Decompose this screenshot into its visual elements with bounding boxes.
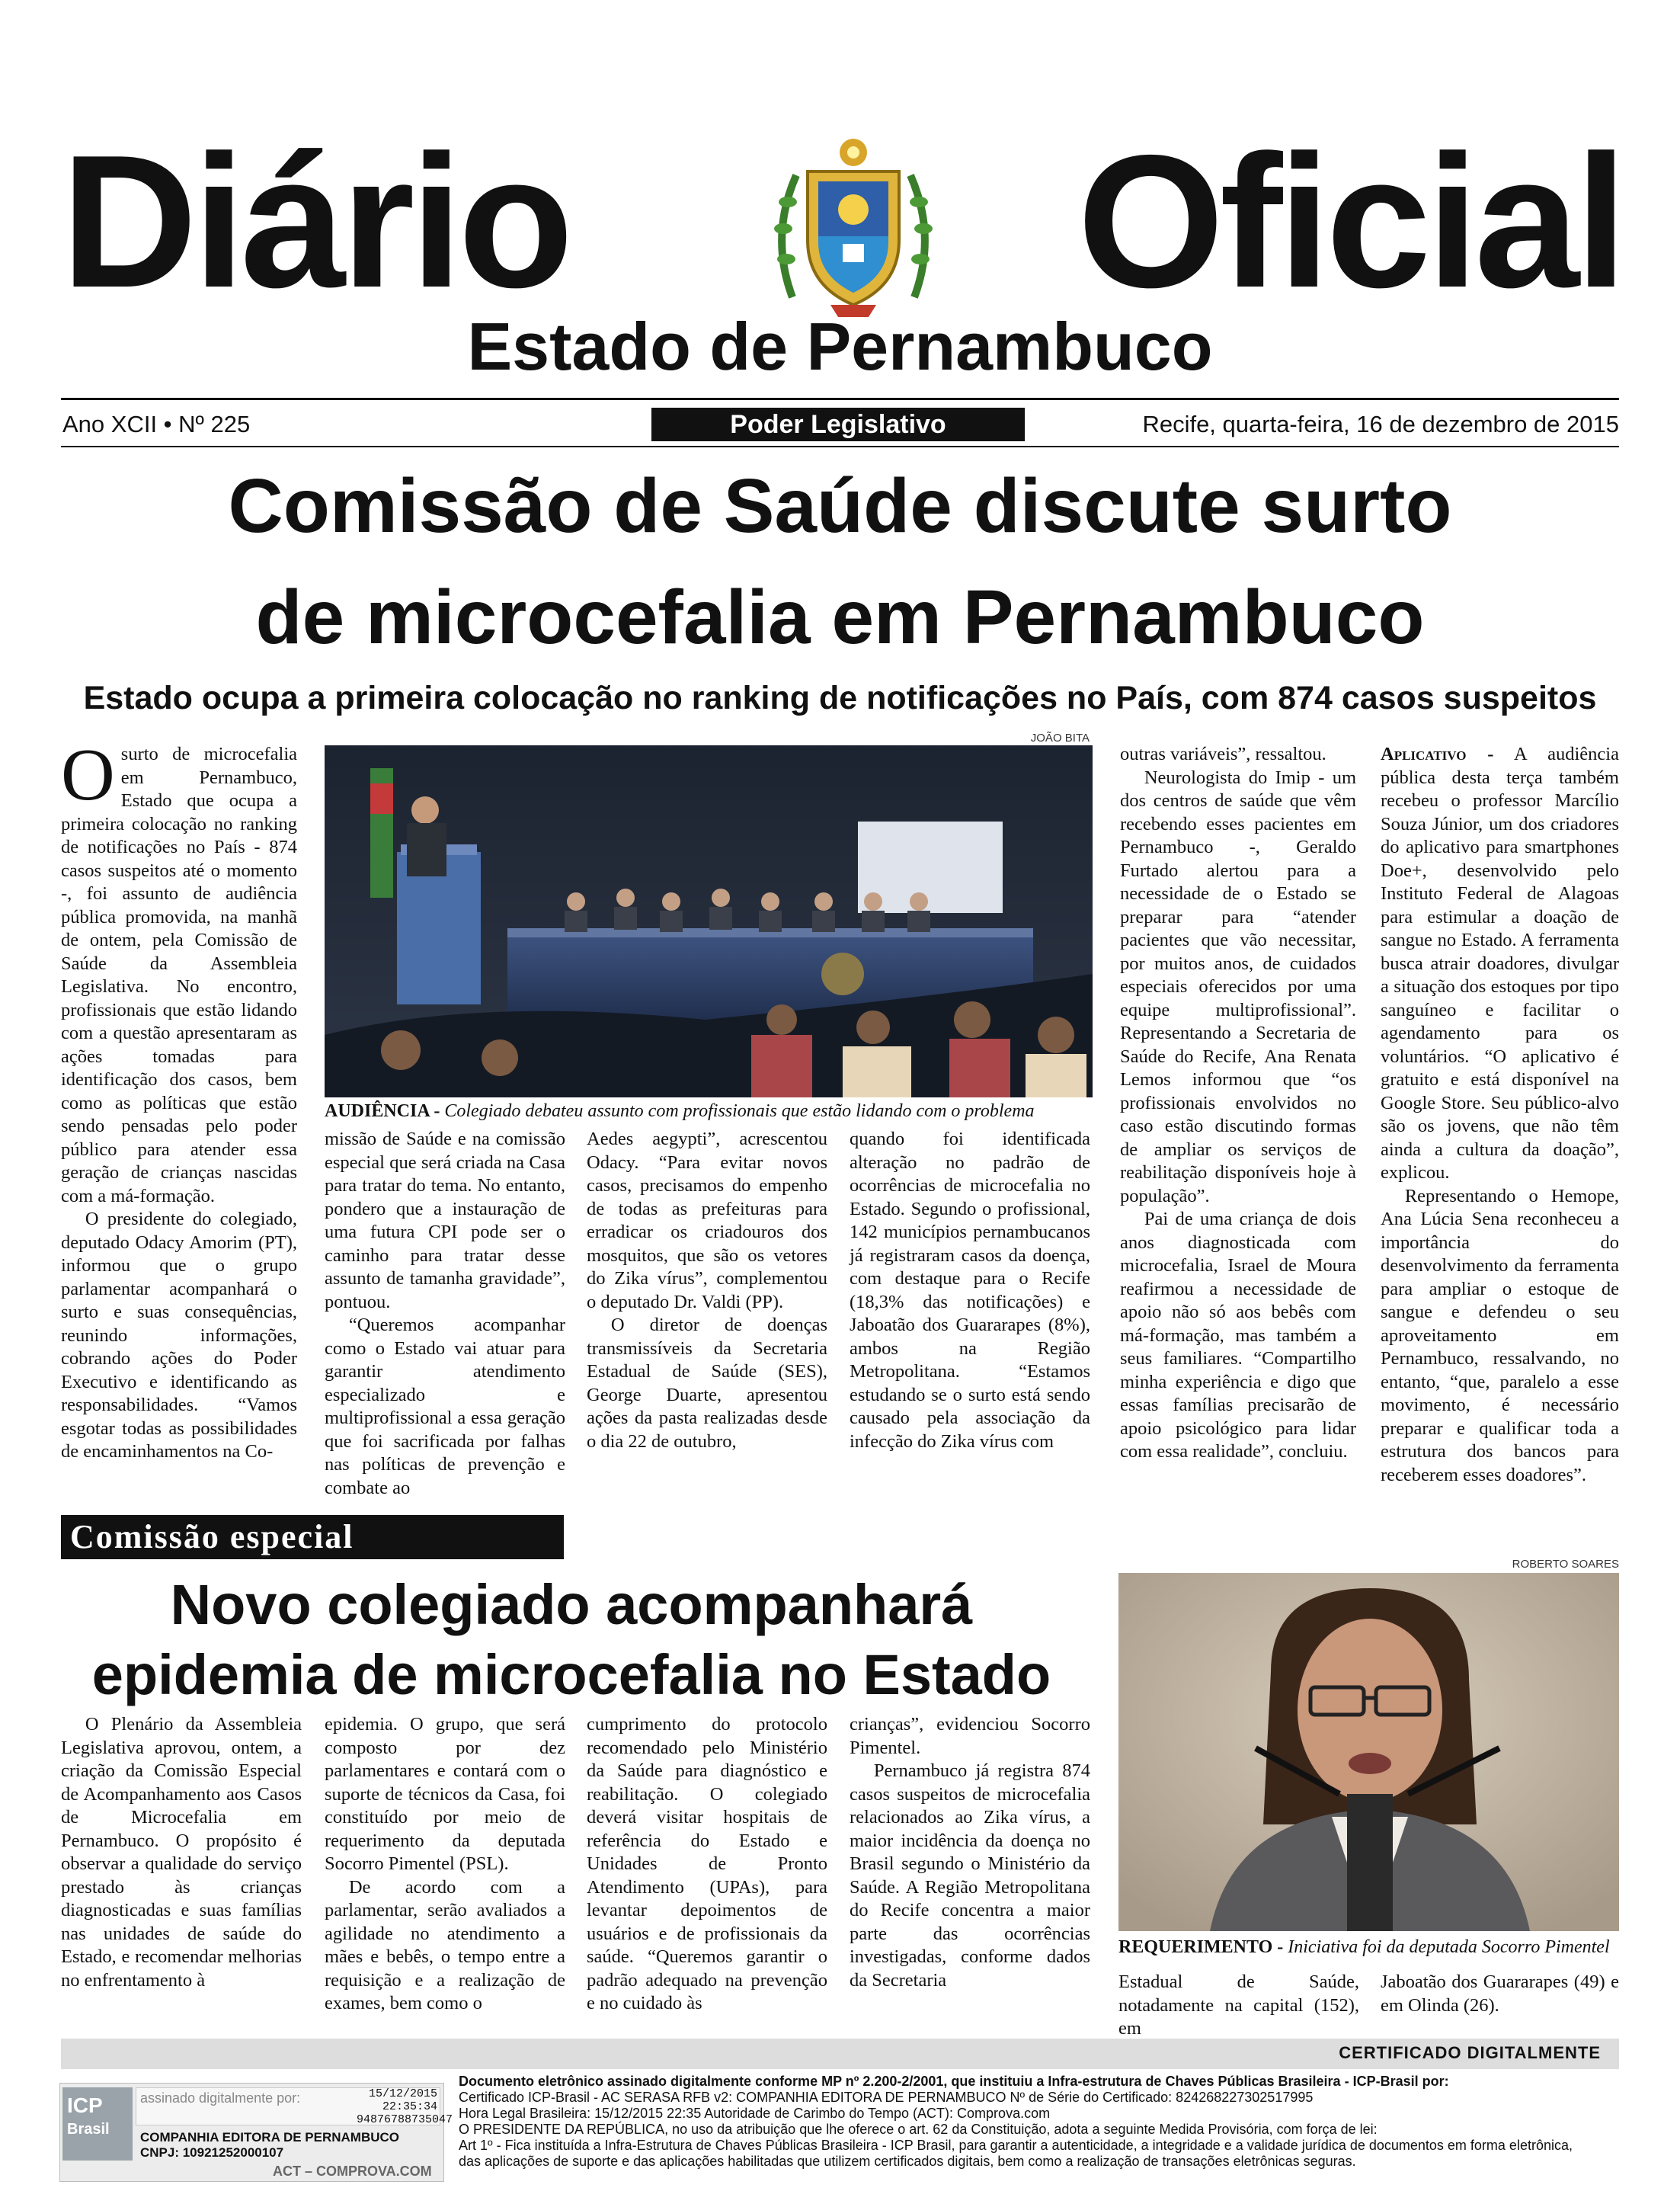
- masthead-subtitle: Estado de Pernambuco: [467, 309, 1213, 384]
- lead-photo-credit: JOÃO BITA: [1030, 732, 1090, 745]
- second-headline-line2: epidemia de microcefalia no Estado: [91, 1643, 1051, 1706]
- legal-notice: [459, 2074, 1621, 2170]
- lead-dropcap: O: [61, 734, 115, 816]
- certified-band: [61, 2039, 1619, 2069]
- lead-col5-para3: Pai de uma criança de dois anos diagnosticada com microcefalia, Israel de Moura reafirmou a necessidade de apoio não só aos bebês com má-formação, mas também a seus familiares. “Compartilho minha experiência e digo que essas famílias precisarão de apoio psicológico para lidar com essa realidade”, concluiu.: [1120, 1209, 1356, 1462]
- masthead: [61, 114, 1623, 328]
- second-kicker: Comissão especial: [61, 1515, 564, 1559]
- lead-column-4: [850, 1128, 1090, 1494]
- lead-headline-line2: de microcefalia em Pernambuco: [255, 575, 1425, 660]
- lead-col6-para2: Representando o Hemope, Ana Lúcia Sena reconheceu a importância do desenvolvimento da ferramenta para ampliar o estoque de sangue e defendeu o seu aproveitamento em Pernambuco, ressalvando, no entanto, “que, paralelo a esse movimento, é necessário preparar e qualificar toda a estrutura dos bancos para receberem esses doadores”.: [1381, 1185, 1619, 1485]
- legal-line-5: Art 1º - Fica instituída a Infra-Estrutura de Chaves Públicas Brasileira - ICP Brasil, para garantir a autenticidade, a integridade e a validade jurídica de documentos em forma eletrônica,: [459, 2138, 1573, 2153]
- second-column-2: [325, 1713, 565, 2026]
- second-col3-para: cumprimento do protocolo recomendado pelo Ministério da Saúde para diagnóstico e reabilitação. O colegiado deverá visitar hospitais de referência do Estado e Unidades de Pronto Atendimento (UPAs), para levantar depoimentos de usuários e de profissionais da saúde. “Queremos garantir o padrão adequado na prevenção e no cuidado às: [587, 1714, 827, 2013]
- stamp-cnpj: CNPJ: 10921252000107: [140, 2145, 284, 2160]
- second-photo-credit: ROBERTO SOARES: [1512, 1558, 1619, 1571]
- edition-number: Ano XCII • Nº 225: [62, 411, 251, 437]
- lead-deck: Estado ocupa a primeira colocação no ranking de notificações no País, com 874 casos suspeitos: [83, 680, 1597, 716]
- second-column-1: [61, 1713, 302, 2026]
- second-col1-para: O Plenário da Assembleia Legislativa aprovou, ontem, a criação da Comissão Especial de Acompanhamento aos Casos de Microcefalia em Pernambuco. O propósito é observar a qualidade do serviço prestado às crianças diagnosticadas e suas famílias nas unidades de saúde do Estado, e recomendar melhorias no enfrentamento à: [61, 1714, 302, 1991]
- lead-column-2: [325, 1128, 565, 1498]
- stamp-code: 94876788735047: [357, 2113, 453, 2126]
- lead-col6-label: Aplicativo -: [1381, 744, 1494, 764]
- second-column-3: [587, 1713, 827, 2026]
- lead-col3-para2: O diretor de doenças transmissíveis da Secretaria Estadual de Saúde (SES), George Duarte, apresentou ações da pasta realizadas desde o dia 22 de outubro,: [587, 1315, 827, 1452]
- icp-brasil-logo: ICP Brasil: [62, 2087, 133, 2161]
- lead-col4-para1: quando foi identificada alteração no padrão de ocorrências de microcefalia no Estado. Segundo o profissional, 142 municípios pernambucanos já registraram casos da doença, com destaque para o Recife (18,3% das notificações) e Jaboatão dos Guararapes (8%), ambos na Região Metropolitana. “Estamos estudando se o surto está sendo causado pela associação da infecção do Zika vírus com: [850, 1129, 1090, 1452]
- publication-date: Recife, quarta-feira, 16 de dezembro de 2015: [1142, 411, 1619, 437]
- stamp-act: ACT – COMPROVA.COM: [273, 2164, 432, 2179]
- second-column-4: [850, 1713, 1090, 2026]
- lead-col1-para1: surto de microcefalia em Pernambuco, Estado que ocupa a primeira colocação no ranking de notificações no País - 874 casos suspeitos até o momento -, foi assunto de audiência pública promovida, na manhã de ontem, pela Comissão de Saúde da Assembleia Legislativa. No encontro, profissionais que estão lidando com a questão apresentaram as ações tomadas para identificação dos casos, bem como as políticas que estão sendo pensadas pelo poder público para atender essa geração de crianças nascidas com a má-formação.: [61, 744, 297, 1206]
- lead-column-1: [61, 734, 297, 1490]
- second-col6-para: Jaboatão dos Guararapes (49) e em Olinda (26).: [1381, 1972, 1619, 2016]
- lead-caption-text: Colegiado debateu assunto com profissionais que estão lidando com o problema: [440, 1101, 1035, 1121]
- top-rule: [61, 398, 1619, 400]
- lead-col5-para1: outras variáveis”, ressaltou.: [1120, 744, 1326, 764]
- legal-line-4: O PRESIDENTE DA REPÚBLICA, no uso da atribuição que lhe oferece o art. 62 da Constituição, adota a seguinte Medida Provisória, com força de lei:: [459, 2122, 1378, 2137]
- second-col2-para2: De acordo com a parlamentar, serão avaliados a agilidade no atendimento a mães e bebês, o tempo entre a requisição e a realização de exames, bem como o: [325, 1876, 565, 2013]
- lead-col6-para1: A audiência pública desta terça também recebeu o professor Marcílio Souza Júnior, um dos criadores do aplicativo para smartphones Doe+, desenvolvido pelo Instituto Federal de Alagoas para estimular a doação de sangue no Estado. A ferramenta busca atrair doadores, divulgar a situação dos estoques por tipo sanguíneo e facilitar o agendamento para os voluntários. “O aplicativo é gratuito e está disponível na Google Store. Seu público-alvo são os jovens, que não têm ainda a cultura da doação”, explicou.: [1381, 744, 1619, 1183]
- legal-line-6: das aplicações de suporte e das aplicações habilitadas que utilizem certificados digitais, bem como a realização de transações eletrônicas seguras.: [459, 2154, 1356, 2169]
- second-headline-line1: Novo colegiado acompanhará: [170, 1573, 973, 1636]
- lead-column-5: [1120, 743, 1356, 1498]
- stamp-time: 22:35:34: [382, 2100, 437, 2113]
- lead-col1-para2: O presidente do colegiado, deputado Odacy Amorim (PT), informou que o grupo parlamentar acompanhará o surto e suas consequências, reunindo informações, cobrando ações do Poder Executivo e identificando as responsabilidades. “Vamos esgotar todas as possibilidades de encaminhamentos na Co-: [61, 1209, 297, 1462]
- second-column-6: [1381, 1971, 1619, 2024]
- masthead-word-oficial: Oficial: [1077, 115, 1623, 327]
- meta-rule: [61, 446, 1619, 447]
- lead-column-3: [587, 1128, 827, 1494]
- second-caption-text: Iniciativa foi da deputada Socorro Pimentel: [1283, 1937, 1610, 1957]
- lead-col3-para1: Aedes aegypti”, acrescentou Odacy. “Para evitar novos casos, precisamos do empenho de todas as prefeituras para erradicar os criadouros dos mosquitos, que são os vetores do Zika vírus”, complementou o deputado Dr. Valdi (PP).: [587, 1129, 827, 1312]
- second-photo-deputy: [1118, 1573, 1619, 1931]
- stamp-date: 15/12/2015: [368, 2087, 437, 2100]
- second-photo-caption: [1118, 1936, 1621, 1959]
- second-column-5: [1118, 1971, 1359, 2039]
- second-col4-para2: Pernambuco já registra 874 casos suspeitos de microcefalia relacionados ao Zika vírus, a maior incidência da doença no Brasil segundo o Ministério da Saúde. A Região Metropolitana do Recife concentra a maior parte das ocorrências investigadas, conforme dados da Secretaria: [850, 1760, 1090, 1991]
- lead-caption-label: AUDIÊNCIA -: [325, 1101, 440, 1121]
- certified-label: CERTIFICADO DIGITALMENTE: [1339, 2043, 1601, 2062]
- lead-column-6: [1381, 743, 1619, 1498]
- legal-line-2: Certificado ICP-Brasil - AC SERASA RFB v2: COMPANHIA EDITORA DE PERNAMBUCO Nº de Série do Certificado: 824268227302517995: [459, 2090, 1314, 2105]
- pernambuco-coat-of-arms-icon: [770, 130, 937, 320]
- stamp-label: assinado digitalmente por:: [140, 2090, 301, 2106]
- section-label: Poder Legislativo: [651, 408, 1025, 441]
- lead-photo-hearing: [325, 745, 1093, 1097]
- lead-col2-para1: missão de Saúde e na comissão especial que será criada na Casa para tratar do tema. No entanto, pondero que a instauração de uma futura CPI pode ser o caminho para tratar desse assunto de tamanha gravidade”, pontuou.: [325, 1129, 565, 1312]
- lead-col5-para2: Neurologista do Imip - um dos centros de saúde que vêm recebendo esses pacientes em Pernambuco -, Geraldo Furtado alertou para a necessidade de o Estado se preparar para “atender pacientes que vão necessitar, por muitos anos, de cuidados especiais oferecidos por uma equipe multiprofissional”. Representando a Secretaria de Saúde do Recife, Ana Renata Lemos informou que “os profissionais envolvidos no caso estão discutindo formas de ampliar os serviços de reabilitação disponíveis hoje à população”.: [1120, 767, 1356, 1206]
- lead-photo-caption: [325, 1100, 1093, 1123]
- second-col4-para1: crianças”, evidenciou Socorro Pimentel.: [850, 1714, 1090, 1758]
- second-col5-para: Estadual de Saúde, notadamente na capital (152), em: [1118, 1972, 1359, 2039]
- lead-col2-para2: “Queremos acompanhar como o Estado vai atuar para garantir atendimento especializado e multiprofissional a essa geração que foi sacrificada por falhas nas políticas de prevenção e combate ao: [325, 1315, 565, 1498]
- stamp-company: COMPANHIA EDITORA DE PERNAMBUCO: [140, 2130, 400, 2145]
- legal-line-3: Hora Legal Brasileira: 15/12/2015 22:35 Autoridade de Carimbo do Tempo (ACT): Comprova.com: [459, 2106, 1051, 2121]
- second-caption-label: REQUERIMENTO -: [1118, 1937, 1284, 1957]
- legal-line-1: Documento eletrônico assinado digitalmente conforme MP nº 2.200-2/2001, que instituiu a Infra-estrutura de Chaves Públicas Brasileira - ICP-Brasil por:: [459, 2074, 1449, 2089]
- second-col2-para1: epidemia. O grupo, que será composto por dez parlamentares e contará com o suporte de técnicos da Casa, foi constituído por meio de requerimento da deputada Socorro Pimentel (PSL).: [325, 1714, 565, 1874]
- masthead-word-diario: Diário: [61, 115, 569, 327]
- lead-headline-line1: Comissão de Saúde discute surto: [228, 463, 1452, 549]
- digital-signature-stamp: [59, 2083, 453, 2182]
